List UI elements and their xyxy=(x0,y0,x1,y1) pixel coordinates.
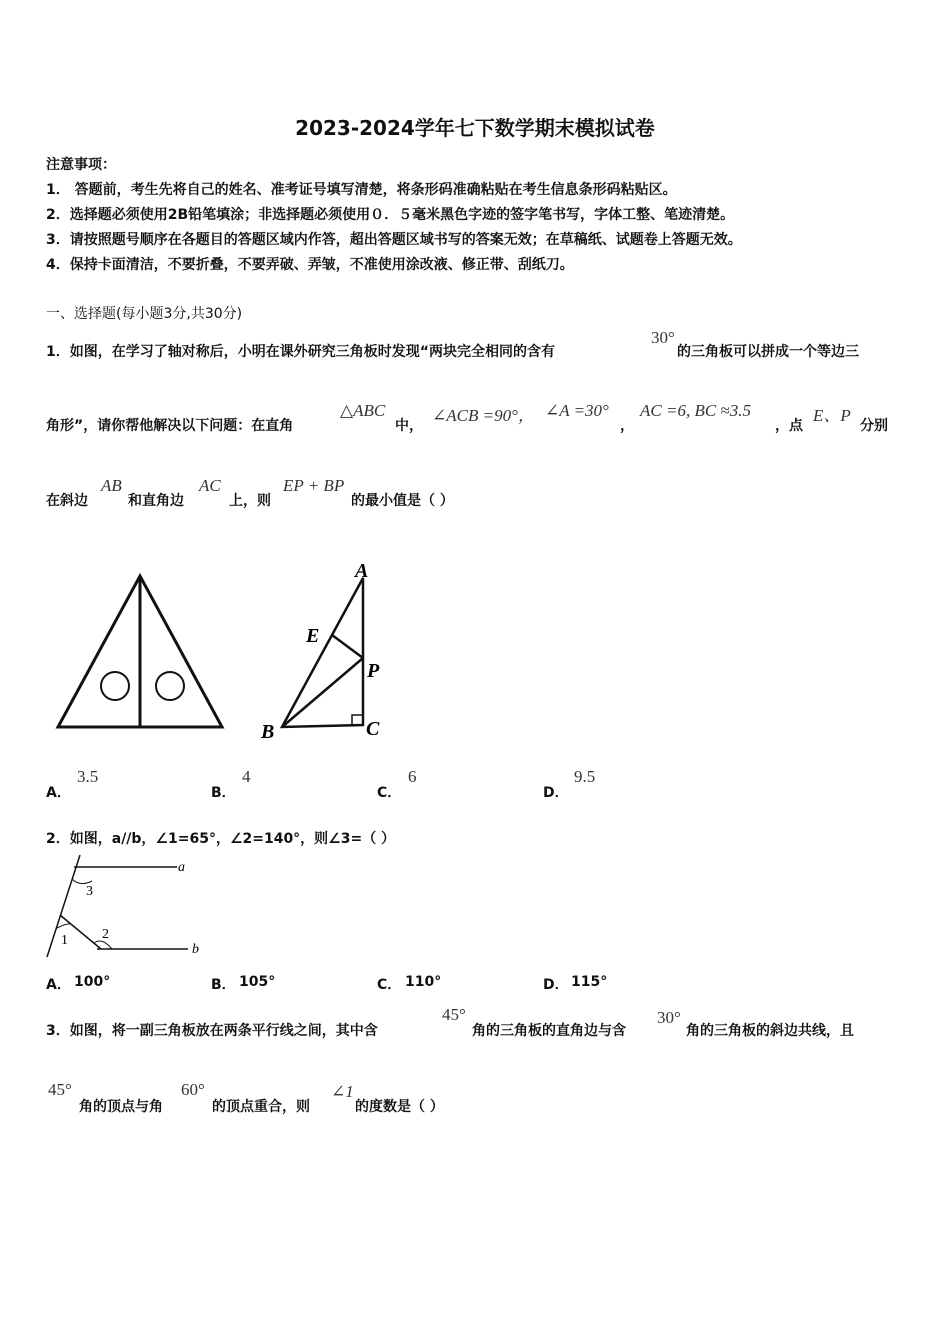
q1-math-ep: E、P xyxy=(813,406,851,425)
notice-item-3: 3．请按照题号顺序在各题目的答题区域内作答，超出答题区域书写的答案无效；在草稿纸、试题卷上答题无效。 xyxy=(46,232,742,248)
q1-segment-bp xyxy=(282,658,363,727)
q2-angle3-arc xyxy=(72,879,92,884)
q2-angle1-arc xyxy=(57,924,70,928)
notice-item-4: 4．保持卡面清洁，不要折叠，不要弄破、弄皱，不准使用涂改液、修正带、刮纸刀。 xyxy=(46,257,574,273)
q1-line2-c: ， xyxy=(620,418,634,434)
q1-label-c: C xyxy=(366,718,380,740)
q1-line3-a: 在斜边 xyxy=(46,493,88,509)
q1-segment-ep xyxy=(332,635,363,658)
q1-math-triangle: △ABC xyxy=(340,401,386,420)
q3-math-angle1: ∠1 xyxy=(331,1082,354,1101)
q2-option-b-letter[interactable]: B． xyxy=(211,977,236,993)
q2-label-b: b xyxy=(192,942,199,957)
q2-label-1: 1 xyxy=(61,933,68,948)
q1-option-a-value: 3.5 xyxy=(77,767,99,786)
q1-label-a: A xyxy=(355,560,369,582)
q1-line3-c: 上，则 xyxy=(229,493,271,509)
q2-label-2: 2 xyxy=(102,927,109,942)
q3-math-45b: 45° xyxy=(48,1080,72,1099)
q1-math-sides: AC =6, BC ≈3.5 xyxy=(640,401,751,420)
q1-label-p: P xyxy=(367,660,380,682)
q2-label-3: 3 xyxy=(86,884,93,899)
q1-line3-b: 和直角边 xyxy=(128,493,184,509)
q1-math-30: 30° xyxy=(651,328,675,347)
q2-option-d-value: 115° xyxy=(571,974,608,990)
q3-math-60: 60° xyxy=(181,1080,205,1099)
notice-item-1: 1． 答题前，考生先将自己的姓名、准考证号填写清楚，将条形码准确粘贴在考生信息条形码粘贴区。 xyxy=(46,182,677,198)
q1-option-a-letter[interactable]: A． xyxy=(46,785,71,801)
q3-math-30: 30° xyxy=(657,1008,681,1027)
page-title: 2023-2024学年七下数学期末模拟试卷 xyxy=(295,116,655,140)
q2-option-a-letter[interactable]: A． xyxy=(46,977,71,993)
q1-option-c-letter[interactable]: C． xyxy=(377,785,402,801)
q3-line1-c: 角的三角板的斜边共线，且 xyxy=(686,1023,854,1039)
q1-math-sum: EP + BP xyxy=(283,476,345,495)
q2-option-c-value: 110° xyxy=(405,974,442,990)
q3-line2-b: 的顶点重合，则 xyxy=(212,1099,310,1115)
q1-label-b: B xyxy=(261,721,275,743)
q1-math-ac: AC xyxy=(199,476,221,495)
q1-line2-d: ，点 xyxy=(775,418,803,434)
q1-left-circle xyxy=(101,672,129,700)
q2-option-d-letter[interactable]: D． xyxy=(543,977,569,993)
q2-option-a-value: 100° xyxy=(74,974,111,990)
q3-line2-a: 角的顶点与角 xyxy=(79,1099,163,1115)
q1-label-e: E xyxy=(306,625,320,647)
q2-option-b-value: 105° xyxy=(239,974,276,990)
q1-option-d-letter[interactable]: D． xyxy=(543,785,569,801)
section-heading: 一、选择题(每小题3分,共30分) xyxy=(46,306,243,322)
q1-option-d-value: 9.5 xyxy=(574,767,596,786)
notice-item-2: 2．选择题必须使用2B铅笔填涂；非选择题必须使用０．５毫米黑色字迹的签字笔书写，字体工整、笔迹清楚。 xyxy=(46,207,735,223)
q1-triangle-abc xyxy=(282,578,363,727)
q1-right-circle xyxy=(156,672,184,700)
q1-option-b-letter[interactable]: B． xyxy=(211,785,236,801)
q1-line2-b: 中， xyxy=(395,418,423,434)
q1-option-b-value: 4 xyxy=(242,767,251,786)
q2-label-a: a xyxy=(178,860,185,875)
q1-line3-d: 的最小值是（ ） xyxy=(351,493,454,509)
q1-figure-equilateral-triangle xyxy=(50,570,230,735)
q1-right-angle-mark xyxy=(352,715,363,725)
q3-line1-a: 3．如图，将一副三角板放在两条平行线之间，其中含 xyxy=(46,1023,378,1039)
q1-math-ab: AB xyxy=(101,476,122,495)
q1-option-c-value: 6 xyxy=(408,767,417,786)
q1-figure-right-triangle xyxy=(255,560,395,745)
q2-stem: 2．如图，a//b，∠1=65°，∠2=140°，则∠3=（ ） xyxy=(46,831,396,847)
q1-math-angle-a: ∠A =30° xyxy=(545,401,609,420)
q2-option-c-letter[interactable]: C． xyxy=(377,977,402,993)
q1-line2-e: 分别 xyxy=(860,418,888,434)
q1-line2-a: 角形”，请你帮他解决以下问题：在直角 xyxy=(46,418,294,434)
q3-math-45: 45° xyxy=(442,1005,466,1024)
q3-line1-b: 角的三角板的直角边与含 xyxy=(472,1023,626,1039)
q1-line1-a: 1．如图，在学习了轴对称后，小明在课外研究三角板时发现“两块完全相同的含有 xyxy=(46,344,555,360)
q2-figure-parallel-lines xyxy=(42,855,212,960)
q1-line1-b: 的三角板可以拼成一个等边三 xyxy=(677,344,859,360)
q3-line2-c: 的度数是（ ） xyxy=(355,1099,444,1115)
q1-math-angle-acb: ∠ACB =90°， xyxy=(432,406,535,425)
notice-heading: 注意事项： xyxy=(46,157,116,173)
